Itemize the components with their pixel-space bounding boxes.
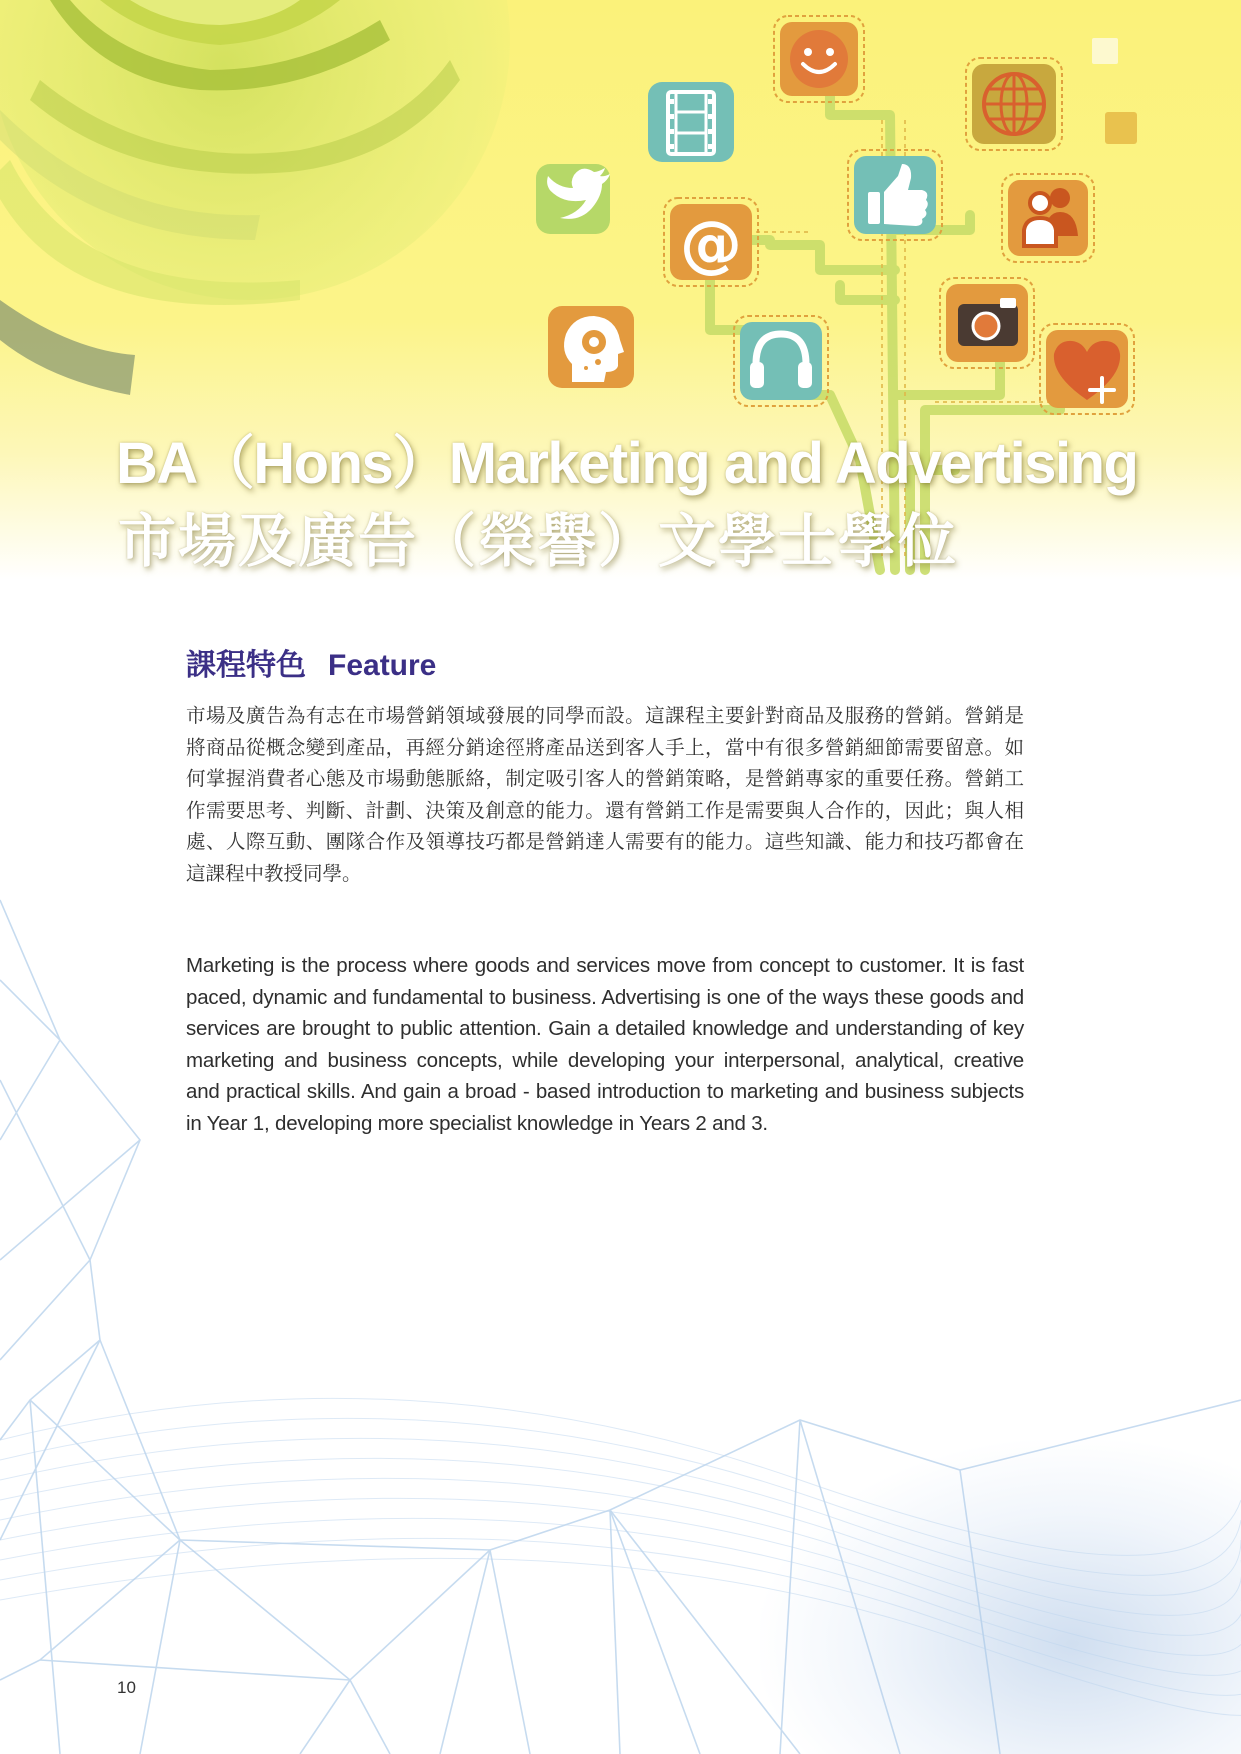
feature-description-zh: 市場及廣告為有志在市場營銷領域發展的同學而設。這課程主要針對商品及服務的營銷。營銷是將商品從概念變到產品，再經分銷途徑將產品送到客人手上，當中有很多營銷細節需要留意。如何掌握消費者心態及市場動態脈絡，制定吸引客人的營銷策略，是營銷專家的重要任務。營銷工作需要思考、判斷、計劃、決策及創意的能力。還有營銷工作是需要與人合作的，因此；與人相處、人際互動、團隊合作及領導技巧都是營銷達人需要有的能力。這些知識、能力和技巧都會在這課程中教授同學。 bbox=[186, 704, 1024, 885]
svg-text:@: @ bbox=[680, 207, 742, 280]
feature-heading-en: Feature bbox=[328, 649, 437, 682]
feature-heading bbox=[186, 640, 436, 684]
twitter-bird-icon bbox=[536, 164, 610, 234]
heart-plus-icon bbox=[1040, 324, 1134, 414]
headphones-icon bbox=[734, 316, 828, 406]
page-number: 10 bbox=[117, 1678, 136, 1697]
feature-description-en: Marketing is the process where goods and services move from concept to customer. It is fast paced, dynamic and fundamental to business. Advertising is one of the ways these goods and services are brought to public attention. Gain a detailed knowledge and understanding of key marketing and business concepts, while developing your interpersonal, analytical, creative and practical skills. And gain a broad - based introduction to marketing and business subjects in Year 1, developing more specialist knowledge in Years 2 and 3. bbox=[186, 954, 1024, 1135]
thumbs-up-icon bbox=[848, 150, 942, 240]
program-title-en: BA（Hons）Marketing and Advertising bbox=[116, 431, 1138, 496]
program-title-zh: 市場及廣告（榮譽）文學士學位 bbox=[118, 507, 959, 575]
at-sign-icon bbox=[664, 198, 758, 286]
globe-icon bbox=[966, 58, 1062, 150]
smiley-icon bbox=[774, 16, 864, 102]
header-banner bbox=[0, 0, 1241, 580]
brain-gear-icon bbox=[548, 306, 634, 388]
people-icon bbox=[1002, 174, 1094, 262]
feature-heading-zh: 課程特色 bbox=[186, 648, 306, 683]
film-strip-icon bbox=[648, 82, 734, 162]
camera-icon bbox=[940, 278, 1034, 368]
